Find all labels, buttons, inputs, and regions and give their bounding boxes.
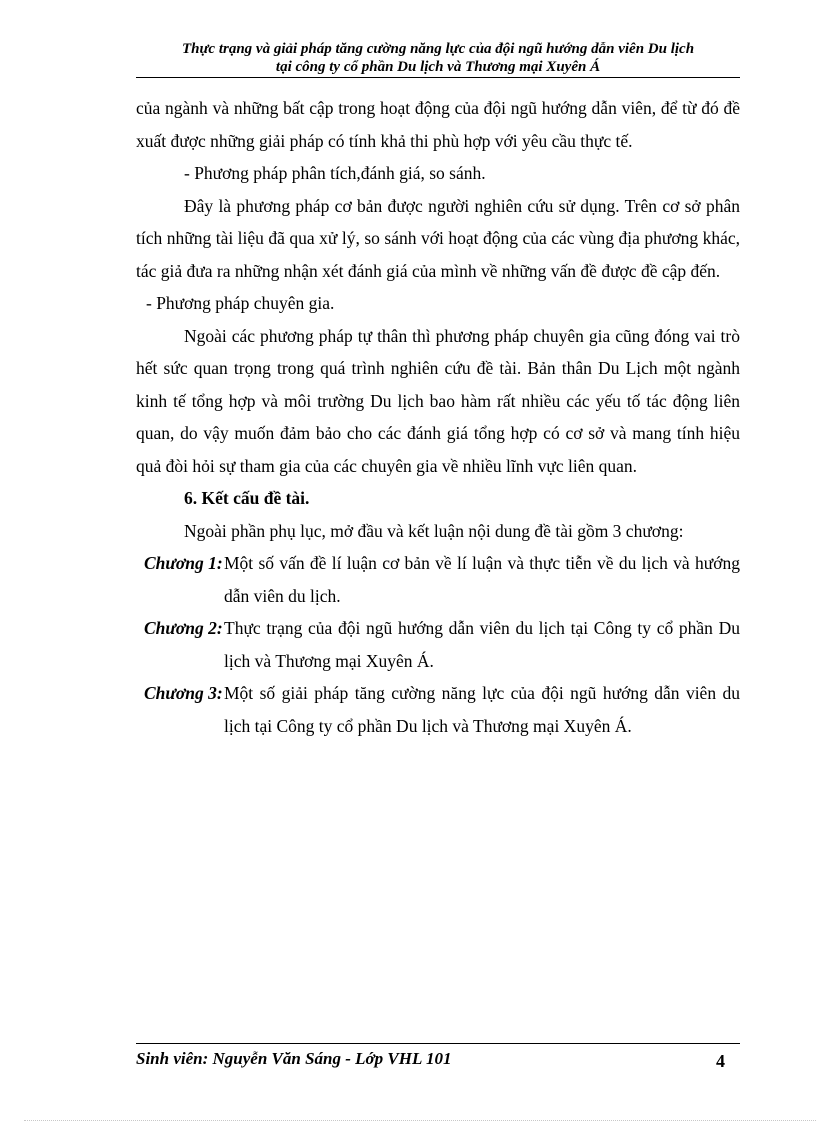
chapter-label: Chương 3: [144,683,223,703]
chapter-label: Chương 1: [144,553,223,573]
chapter-description: Một số giải pháp tăng cường năng lực của đội ngũ hướng dẫn viên du lịch tại Công ty cổ phần Du lịch và Thương mại Xuyên Á. [224,683,740,736]
body-text [136,92,740,742]
chapter-description: Một số vấn đề lí luận cơ bản về lí luận và thực tiễn về du lịch và hướng dẫn viên du lịch. [224,553,740,606]
chapter-item [136,547,740,612]
chapter-item [136,612,740,677]
chapter-label: Chương 2: [144,618,223,638]
header-line-2: tại công ty cổ phần Du lịch và Thương mại Xuyên Á [275,59,601,75]
footer-student-info: Sinh viên: Nguyễn Văn Sáng - Lớp VHL 101 [136,1049,452,1068]
section-title-structure: 6. Kết cấu đề tài. [184,488,310,508]
paragraph-structure-intro: Ngoài phần phụ lục, mở đầu và kết luận nội dung đề tài gồm 3 chương: [184,520,684,541]
chapter-item [136,677,740,742]
method-heading-expert: - Phương pháp chuyên gia. [146,293,335,313]
paragraph-analysis: Đây là phương pháp cơ bản được người nghiên cứu sử dụng. Trên cơ sở phân tích những tài liệu đã qua xử lý, so sánh với hoạt động của các vùng địa phương khác, tác giả đưa ra những nhận xét đánh giá của mình về những vấn đề được đề cập đến. [136,195,740,281]
header-line-1: Thực trạng và giải pháp tăng cường năng lực của đội ngũ hướng dẫn viên Du lịch [181,41,695,57]
paragraph-continuation: của ngành và những bất cập trong hoạt động của đội ngũ hướng dẫn viên, để từ đó đề xuất được những giải pháp có tính khả thi phù hợp với yêu cầu thực tế. [136,98,740,151]
page-edge-divider [24,1120,816,1121]
running-header [136,40,740,76]
method-heading-analysis: - Phương pháp phân tích,đánh giá, so sánh. [184,163,486,183]
chapter-description: Thực trạng của đội ngũ hướng dẫn viên du lịch tại Công ty cổ phần Du lịch và Thương mại Xuyên Á. [224,618,740,671]
header-divider [136,77,740,78]
page-number: 4 [716,1051,725,1071]
paragraph-expert: Ngoài các phương pháp tự thân thì phương pháp chuyên gia cũng đóng vai trò hết sức quan trọng trong quá trình nghiên cứu đề tài. Bản thân Du Lịch một ngành kinh tế tổng hợp và môi trường Du lịch bao hàm rất nhiều các yếu tố tác động liên quan, do vậy muốn đảm bảo cho các đánh giá tổng hợp có cơ sở và mang tính hiệu quả đòi hỏi sự tham gia của các chuyên gia về nhiều lĩnh vực liên quan. [136,325,740,476]
footer-divider [136,1043,740,1044]
